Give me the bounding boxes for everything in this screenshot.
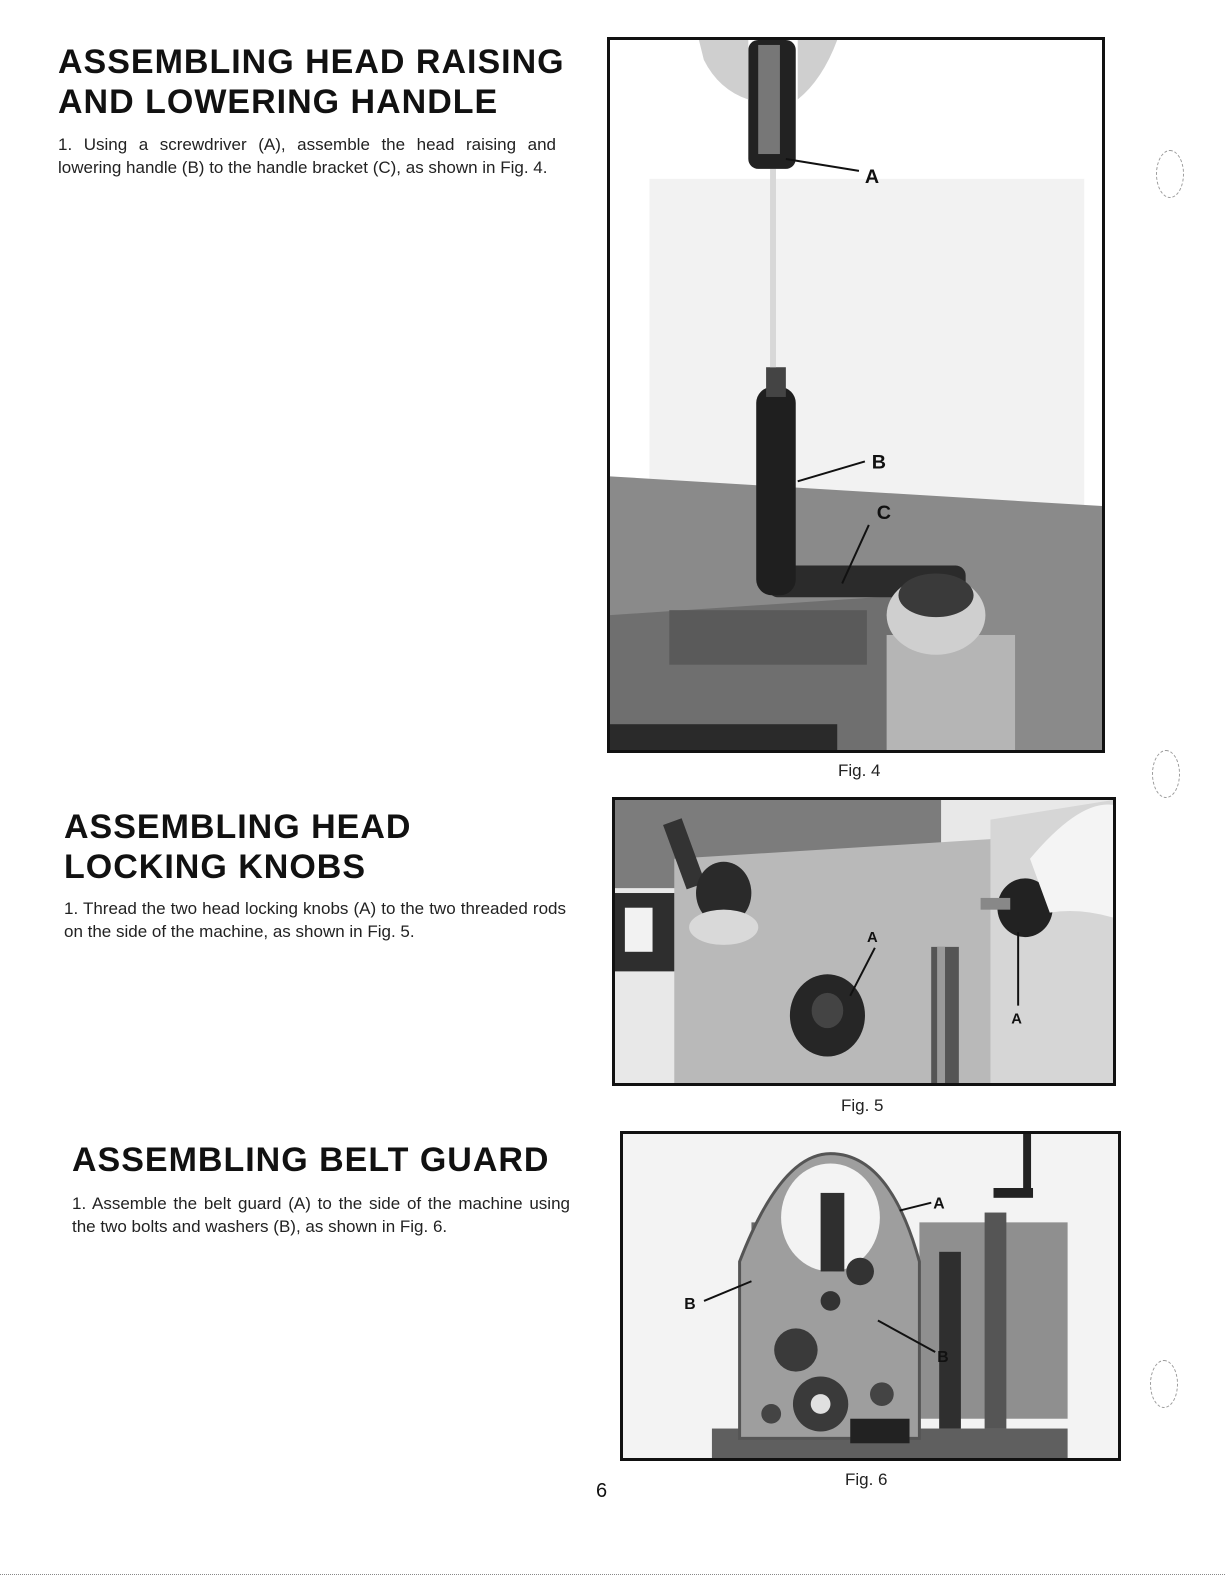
callout-c: C — [876, 501, 892, 524]
title-line: ASSEMBLING BELT GUARD — [72, 1141, 550, 1179]
punch-hole — [1152, 750, 1180, 798]
callout-a: A — [864, 165, 880, 188]
section-title-belt-guard — [72, 1140, 549, 1180]
instruction-text: 1. Using a screwdriver (A), assemble the head raising and lowering handle (B) to the handle bracket (C), as shown in Fig. 4. — [58, 135, 556, 177]
callout-b: B — [871, 451, 887, 474]
callout-a: A — [866, 930, 878, 946]
page-edge-divider — [0, 1574, 1225, 1575]
title-line: LOCKING KNOBS — [64, 848, 366, 886]
section-title-locking-knobs — [64, 807, 411, 887]
figure-4-caption: Fig. 4 — [838, 761, 881, 780]
section-title-head-raising — [58, 42, 565, 122]
figure-4-photo — [607, 37, 1105, 753]
callout-a: A — [933, 1195, 945, 1213]
title-line: AND LOWERING HANDLE — [58, 83, 499, 121]
figure-5-photo — [612, 797, 1116, 1086]
instruction-text: 1. Thread the two head locking knobs (A) to the two threaded rods on the side of the machine, as shown in Fig. 5. — [64, 899, 566, 941]
figure-6-caption: Fig. 6 — [845, 1470, 888, 1489]
page-number: 6 — [596, 1480, 608, 1502]
title-line: ASSEMBLING HEAD — [64, 808, 412, 846]
punch-hole — [1150, 1360, 1178, 1408]
callout-b: B — [684, 1295, 696, 1313]
callout-a: A — [1011, 1011, 1022, 1028]
title-line: ASSEMBLING HEAD RAISING — [58, 43, 565, 81]
figure-5-caption: Fig. 5 — [841, 1096, 884, 1115]
figure-6-photo — [620, 1131, 1121, 1461]
callout-b: B — [937, 1348, 949, 1366]
punch-hole — [1156, 150, 1184, 198]
instruction-text: 1. Assemble the belt guard (A) to the side of the machine using the two bolts and washers (B), as shown in Fig. 6. — [72, 1194, 570, 1236]
